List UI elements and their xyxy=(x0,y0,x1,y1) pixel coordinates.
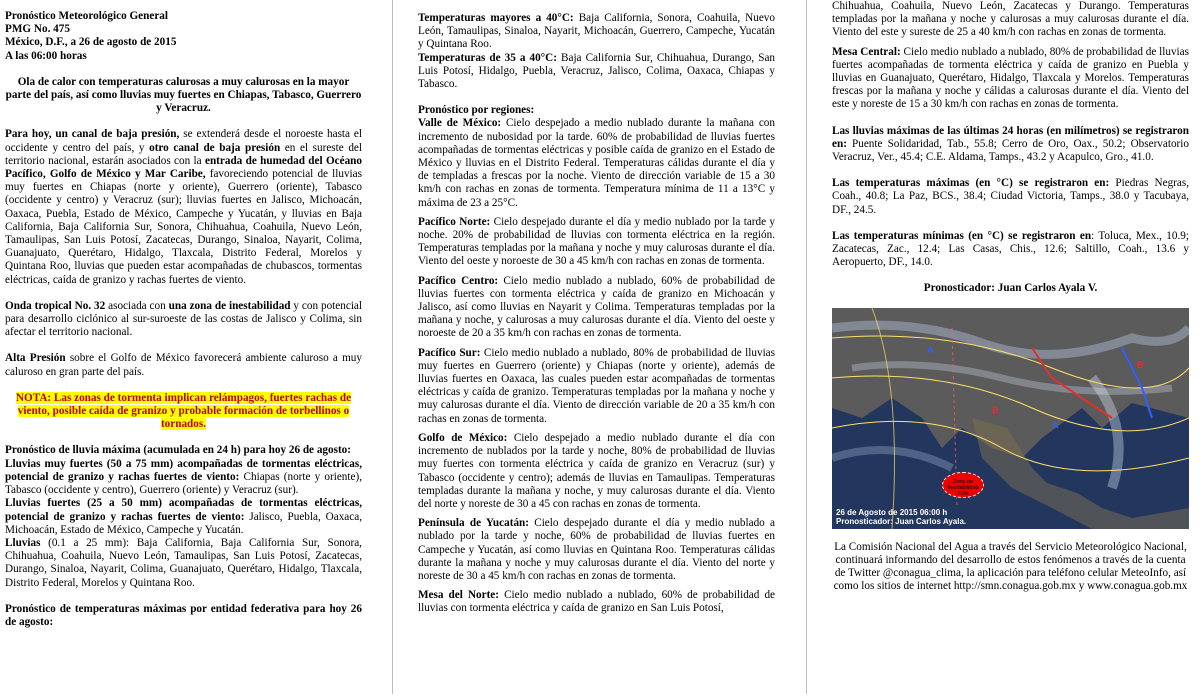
region-mesa-del-norte: Mesa del Norte: Cielo medio nublado a nublado, 60% de probabilidad de lluvias con tormenta eléctrica y caída de granizo en San Luis Potosí, xyxy=(418,589,775,615)
temps-over-40: Temperaturas mayores a 40°C: Baja California, Sonora, Coahuila, Nuevo León, Tamaulipas, Sinaloa, Nayarit, Michoacán, Guerrero, Campeche, Yucatán y Quintana Roo. xyxy=(418,12,775,51)
region-pacifico-sur: Pacífico Sur: Cielo medio nublado a nublado, 80% de probabilidad de lluvias muy fuertes en Guerrero (oriente) y Chiapas (norte y oriente), además de lluvias fuertes en Oaxaca, las cuales pueden estar acompañadas de tormentas eléctricas y caída de granizo. Temperaturas templadas por la mañana y noche y muy calurosas durante el día. Viento de dirección variable de 20 a 35 km/h con rachas en zonas de tormenta. xyxy=(418,346,775,425)
tropical-wave-paragraph: Onda tropical No. 32 asociada con una zona de inestabilidad y con potencial para desarrollo ciclónico al sur-suroeste de las costas de Jalisco y Colima, sin afectar el territorio nacional. xyxy=(5,299,362,339)
column-2 xyxy=(418,12,775,696)
instability-zone: Zona de Inestabilidad 70% xyxy=(942,472,984,498)
bulletin-number: PMG No. 475 xyxy=(5,23,70,36)
region-pacifico-norte: Pacífico Norte: Cielo despejado durante el día y medio nublado por la tarde y noche. 20% de probabilidad de lluvias con tormenta eléctrica en la región. Temperaturas templadas por la mañana y noche y muy calurosas durante el día. Viento del oeste y noroeste de 30 a 45 km/h con rachas en zonas de tormenta. xyxy=(418,215,775,268)
temps-35-40: Temperaturas de 35 a 40°C: Baja California Sur, Chihuahua, Durango, San Luis Potosí, Hidalgo, Puebla, Veracruz, Jalisco, Colima, Oaxaca, Chiapas y Tabasco. xyxy=(418,51,775,91)
svg-text:A: A xyxy=(927,344,934,355)
map-caption: 26 de Agosto de 2015 06:00 h Pronosticador: Juan Carlos Ayala. xyxy=(836,507,967,526)
bulletin-time: A las 06:00 horas xyxy=(5,49,87,62)
storm-note: NOTA: Las zonas de tormenta implican relámpagos, fuertes rachas de viento, posible caída de granizo y probable formación de torbellinos o tornados. xyxy=(15,391,352,431)
high-pressure-paragraph: Alta Presión sobre el Golfo de México favorecerá ambiente caluroso a muy caluroso en gran parte del país. xyxy=(5,352,362,378)
max-temp-title: Pronóstico de temperaturas máximas por entidad federativa para hoy 26 de agosto: xyxy=(5,602,362,628)
region-peninsula-yucatan: Península de Yucatán: Cielo despejado durante el día y medio nublado a nublado por la tarde y noche, 60% de probabilidad de lluvias fuertes en Campeche y Yucatán, así como lluvias en Quintana Roo. Temperaturas cálidas durante la mañana y noche y muy calurosas durante el día. Viento del norte y noreste de 30 a 45 km/h con rachas en zonas de tormenta. xyxy=(418,517,775,582)
rain-light: Lluvias (0.1 a 25 mm): Baja California, Baja California Sur, Sonora, Chihuahua, Coahuila, Nuevo León, Tamaulipas, San Luis Potosí, Zacatecas, Durango, Sinaloa, Nayarit, Colima, Guanajuato, Querétaro, Hidalgo, Tlaxcala, Distrito Federal, Morelos y Quintana Roo. xyxy=(5,536,362,589)
rain-records: Las lluvias máximas de las últimas 24 horas (en milímetros) se registraron en: Puente Solidaridad, Tab., 55.8; Cerro de Oro, Oax., 50.2; Observatorio Veracruz, Ver., 45.4; C.E. Aldama, Tamps., 43.2 y Acapulco, Gro., 41.0. xyxy=(832,124,1189,164)
bulletin-date: México, D.F., a 26 de agosto de 2015 xyxy=(5,36,177,49)
column-divider xyxy=(392,0,393,694)
column-divider xyxy=(806,0,807,694)
region-mesa-central: Mesa Central: Cielo medio nublado a nublado, 80% de probabilidad de lluvias fuertes acompañadas de tormenta eléctrica y caída de granizo en Puebla y lluvias en Guanajuato, Querétaro, Hidalgo, Tlaxcala y Morelos. Temperaturas frescas por la mañana y noche y cálidas a calurosas durante el día. Viento del este y noreste de 15 a 30 km/h con rachas en zonas de tormenta. xyxy=(832,45,1189,111)
region-valle-de-mexico: Valle de México: Cielo despejado a medio nublado durante la mañana con incremento de nubosidad por la tarde. 60% de probabilidad de lluvias fuertes acompañadas de tormentas eléctricas y posible caída de granizo en el Estado de México y lluvias en el Distrito Federal. Temperaturas cálidas durante el día y de templadas a frescas por la noche. Viento de dirección variable de 15 a 30 km/h con rachas en zonas de tormenta. Temperatura mínima de 11 a 13°C y máxima de 23 a 25°C. xyxy=(418,117,775,209)
region-pacifico-centro: Pacífico Centro: Cielo medio nublado a nublado, 60% de probabilidad de lluvias fuertes con tormenta eléctrica y caída de granizo en Michoacán y Jalisco, así como lluvias en Nayarit y Colima. Temperaturas templadas por la mañana y noche, y calurosas a muy calurosas durante el día. Viento del oeste y noroeste de 20 a 35 km/h con rachas en zonas de tormenta. xyxy=(418,274,775,340)
rain-very-heavy: Lluvias muy fuertes (50 a 75 mm) acompañadas de tormentas eléctricas, potencial de granizo y rachas fuertes de viento: Chiapas (norte y oriente), Tabasco (occidente y centro), Guerrero (oriente) y Veracruz (sur). xyxy=(5,457,362,497)
bulletin-title: Pronóstico Meteorológico General xyxy=(5,10,168,22)
forecaster: Pronosticador: Juan Carlos Ayala V. xyxy=(923,282,1098,295)
region-golfo-de-mexico: Golfo de México: Cielo despejado a medio nublado durante el día con incremento de nublados por la tarde y noche, 80% de probabilidad de lluvias muy fuertes con tormenta eléctrica y caída de granizo en Veracruz (sur) y Tabasco (occidente y centro); además de lluvias en Tamaulipas. Temperaturas templadas durante la mañana y noche, y muy calurosas durante el día. Viento del norte y noreste de 30 a 45 con rachas en zonas de tormenta. xyxy=(418,431,775,510)
satellite-map-graphic xyxy=(832,308,1189,529)
headline: Ola de calor con temperaturas calurosas a muy calurosas en la mayor parte del país, así como lluvias muy fuertes en Chiapas, Tabasco, Guerrero y Veracruz. xyxy=(5,75,362,115)
synopsis-paragraph: Para hoy, un canal de baja presión, se extenderá desde el noroeste hasta el occidente y centro del país, y otro canal de baja presión en el sureste del territorio nacional, estarán asociados con la entrada de humedad del Océano Pacífico, Golfo de México y Mar Caribe, favoreciendo potencial de lluvias muy fuertes en Chiapas (norte y oriente), Guerrero (oriente), Tabasco (occidente y centro) y Veracruz (sur); lluvias fuertes en Jalisco, Michoacán, Oaxaca, Puebla, Estado de México, Campeche y Yucatán, y lluvias en Baja California, Baja California Sur, Sonora, Chihuahua, Coahuila, Nuevo León, Tamaulipas, San Luis Potosí, Zacatecas, Durango, Sinaloa, Nayarit, Colima, Guanajuato, Querétaro, Hidalgo, Tlaxcala, Distrito Federal, Morelos y Quintana Roo, lluvias que pueden estar acompañadas de chubascos, tormentas eléctricas, caída de granizo y rachas fuertes de viento. xyxy=(5,128,362,286)
rain-forecast-title: Pronóstico de lluvia máxima (acumulada en 24 h) para hoy 26 de agosto: xyxy=(5,444,351,457)
max-temp-records: Las temperaturas máximas (en °C) se registraron en: Piedras Negras, Coah., 40.8; La Paz, BCS., 38.4; Ciudad Victoria, Tamps., 38.0 y Tacubaya, DF., 24.5. xyxy=(832,177,1189,216)
svg-text:B: B xyxy=(992,404,999,415)
svg-text:A: A xyxy=(1052,419,1059,430)
min-temp-records: Las temperaturas mínimas (en °C) se registraron en: Toluca, Mex., 10.9; Zacatecas, Zac., 12.4; Las Casas, Chis., 12.6; Saltillo, Coah., 13.6 y Aeropuerto, DF., 14.0. xyxy=(832,229,1189,269)
column-3 xyxy=(832,0,1189,684)
closing-statement: La Comisión Nacional del Agua a través del Servicio Meteorológico Nacional, continuará informando del desarrollo de estos fenómenos a través de la cuenta de Twitter @conagua_clima, la aplicación para teléfono celular MeteoInfo, así como los sitios de internet http://smn.conagua.gob.mx y www.conagua.gob.mx xyxy=(833,540,1188,593)
column-1 xyxy=(5,10,362,694)
regions-title: Pronóstico por regiones: xyxy=(418,104,535,117)
svg-text:B: B xyxy=(1137,359,1144,370)
region-mesa-del-norte-cont: Chihuahua, Coahuila, Nuevo León, Zacatecas y Durango. Temperaturas templadas por la mañana y noche y calurosas a muy calurosas durante el día. Viento del este y sureste de 25 a 40 km/h con rachas en zonas de tormenta. xyxy=(832,0,1189,39)
satellite-map xyxy=(832,308,1189,529)
rain-heavy: Lluvias fuertes (25 a 50 mm) acompañadas de tormentas eléctricas, potencial de granizo y rachas fuertes de viento: Jalisco, Puebla, Oaxaca, Michoacán, Estado de México, Campeche y Yucatán. xyxy=(5,497,362,536)
